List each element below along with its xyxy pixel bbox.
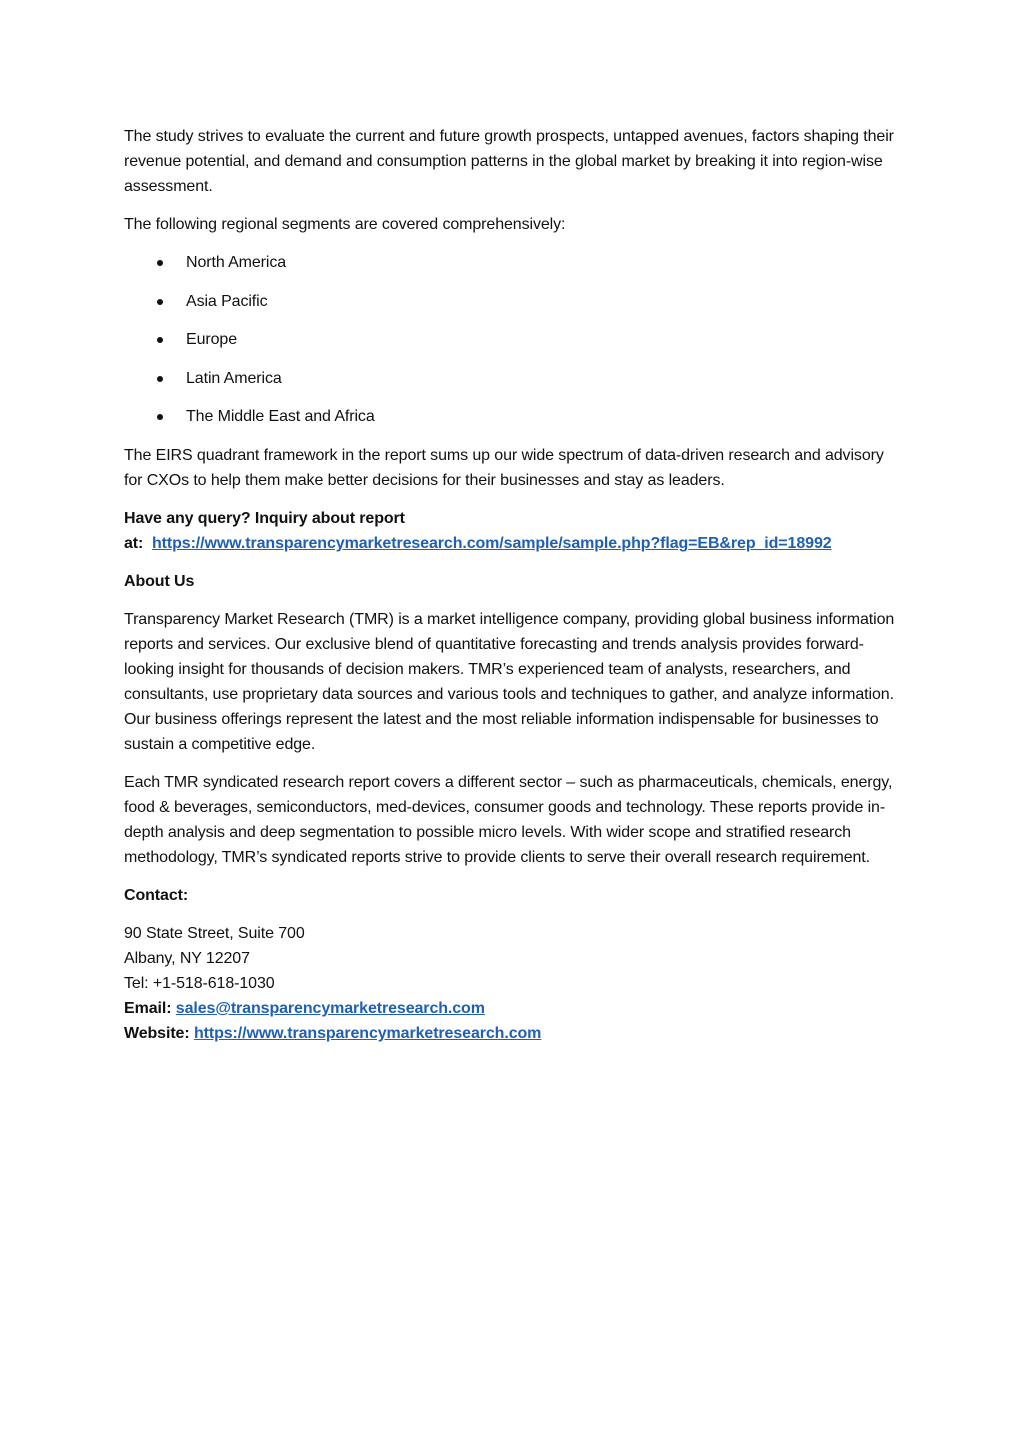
region-label: Europe <box>186 331 237 349</box>
list-item <box>124 404 900 429</box>
inquiry-link[interactable]: https://www.transparencymarketresearch.com/sample/sample.php?flag=EB&rep_id=18992 <box>151 534 832 552</box>
region-label: Latin America <box>186 369 282 387</box>
list-item <box>124 327 900 352</box>
regions-lead: The following regional segments are covered comprehensively: <box>124 216 566 233</box>
region-label: Asia Pacific <box>186 292 268 310</box>
about-paragraph-1: Transparency Market Research (TMR) is a market intelligence company, providing global business information reports and services. Our exclusive blend of quantitative forecasting and trends analysis provides forward-looking insight for thousands of decision makers. TMR’s experienced team of analysts, researchers, and consultants, use proprietary data sources and various tools and techniques to gather, and analyze information. Our business offerings represent the latest and the most reliable information indispensable for businesses to sustain a competitive edge. <box>124 610 895 753</box>
inquiry-at-label: at: <box>124 534 144 552</box>
bullet-icon <box>157 414 163 420</box>
intro-paragraph: The study strives to evaluate the current and future growth prospects, untapped avenues, factors shaping their revenue potential, and demand and consumption patterns in the global market by breaking it into region-wise assessment. <box>124 128 894 195</box>
contact-heading: Contact: <box>124 886 189 904</box>
eirs-paragraph: The EIRS quadrant framework in the report sums up our wide spectrum of data-driven research and advisory for CXOs to help them make better decisions for their businesses and stay as leaders. <box>124 446 884 489</box>
bullet-icon <box>157 376 163 382</box>
list-item <box>124 366 900 391</box>
region-label: The Middle East and Africa <box>186 408 375 426</box>
bullet-icon <box>157 337 163 343</box>
address-line-1: 90 State Street, Suite 700 <box>124 924 305 942</box>
email-label: Email: <box>124 999 172 1017</box>
email-row <box>124 996 900 1021</box>
bullet-icon <box>157 260 163 266</box>
bullet-icon <box>157 299 163 305</box>
regions-list <box>124 250 900 429</box>
list-item <box>124 289 900 314</box>
about-paragraph-2: Each TMR syndicated research report covers a different sector – such as pharmaceuticals, chemicals, energy, food & beverages, semiconductors, med-devices, consumer goods and technology. These reports provide in-depth analysis and deep segmentation to possible micro levels. With wider scope and stratified research methodology, TMR’s syndicated reports strive to provide clients to serve their overall research requirement. <box>124 773 893 866</box>
document-page <box>124 124 900 1046</box>
contact-details <box>124 921 900 1046</box>
telephone: Tel: +1-518-618-1030 <box>124 974 275 992</box>
region-label: North America <box>186 254 287 271</box>
website-row <box>124 1021 900 1046</box>
email-link[interactable]: sales@transparencymarketresearch.com <box>175 999 485 1017</box>
inquiry-label: Have any query? Inquiry about report <box>124 509 405 527</box>
about-heading: About Us <box>124 572 195 590</box>
inquiry-block <box>124 506 900 556</box>
list-item <box>124 250 900 275</box>
website-link[interactable]: https://www.transparencymarketresearch.com <box>193 1024 542 1042</box>
address-line-2: Albany, NY 12207 <box>124 949 250 967</box>
website-label: Website: <box>124 1024 190 1042</box>
